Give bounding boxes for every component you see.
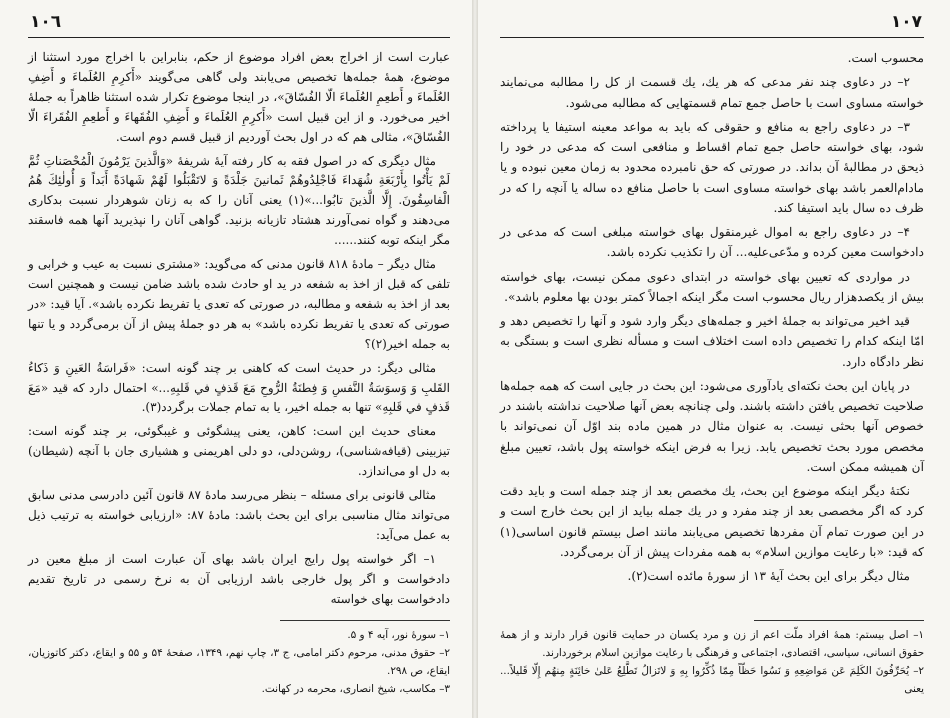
footnote: ۳– مکاسب، شیخ انصاری، محرمه در کهانت.	[261, 683, 450, 695]
paragraph: در پایان این بحث نکته‌ای یادآوری می‌شود: این بحث در جایی است که همه جمله‌ها صلاحیت تخصیص یافتن داشته باشند. ولی چنانچه بعض آنها صلاحیت نداشته باشند در خصوص آنها بحثی نیست. به عنوان مثال در همین ماده بند اوّل آن نمی‌تواند با مخصص مورد بحث تخصیص یابد. زیرا به فرض اینکه خواسته پول باشد، تعیین مبلغ آن همیشه ممکن است.	[500, 378, 924, 474]
paragraph: مثال دیگر برای این بحث آیهٔ ۱۳ از سورهٔ مائده است(۲).	[627, 569, 910, 583]
footnote: ۲– حقوق مدنی، مرحوم دکتر امامی، ج ۳، چاپ نهم، ۱۳۴۹، صفحهٔ ۵۴ و ۵۵ و ایقاع، دکتر کاتوزیان، ایقاع، ص ۲۹۸.	[28, 647, 451, 677]
footnote: ۱– سورهٔ نور، آیه ۴ و ۵.	[347, 629, 450, 641]
paragraph: ۳– در دعاوی راجع به منافع و حقوقی که باید به مواعد معینه استیفا یا پرداخته شود، بهای خواسته حاصل جمع تمام اقساط و منافعی است که مدعی در خود را ذیحق در مطالبهٔ آن بداند. در صورتی که حق نامبرده محدود به زمان معین نبوده و یا مادام‌العمر باشد بهای خواسته مساوی است با حاصل منافع ده ساله یا آنچه را که در ظرف ده سال باید استیفا کند.	[500, 119, 924, 215]
footnote-rule	[280, 620, 450, 621]
paragraph: مثالی قانونی برای مسئله – بنظر می‌رسد مادهٔ ۸۷ قانون آئین دادرسی مدنی سابق می‌تواند مثال مناسبی برای این بحث باشد: مادهٔ ۸۷: «ارزیابی خواسته به ترتیب ذیل به عمل می‌آید:	[28, 488, 450, 542]
footnotes	[500, 626, 924, 698]
header-rule	[28, 37, 450, 38]
right-page	[478, 0, 950, 718]
paragraph: عبارت است از اخراج بعض افراد موضوع از حکم، بنابراین با اخراج مورد استثنا از موضوع، همهٔ جمله‌ها تخصیص می‌یابند ولی گاهی می‌گویند «أَکرِمِ العُلَماءَ و أَضِفِ العُلَماءَ و أَطعِمِ العُلَماءَ الّا الفُسّاقَ»، در اینجا موضوع تکرار شده استثنا ظاهراً به جملهٔ اخیر می‌خورد. و از این قبیل است «أَکرِمِ العُلَماءَ و أَضِفِ الفُقَهاءَ و أَطعِمِ الفُقَراءَ الّا الفُسّاقَ»، مثالی هم که در اول بحث آوردیم از قبیل قسم دوم است.	[28, 50, 450, 144]
paragraph: در مواردی که تعیین بهای خواسته در ابتدای دعوی ممکن نیست، بهای خواسته بیش از یکصدهزار ریال محسوب است مگر اینکه اجمالاً کمتر بودن بها معلوم باشد».	[500, 269, 924, 304]
paragraph: محسوب است.	[847, 51, 924, 65]
paragraph: ۴– در دعاوی راجع به اموال غیرمنقول بهای خواسته مبلغی است که مدعی در دادخواست معین کرده و مدّعی‌علیه... آن را تکذیب نکرده باشد.	[500, 225, 924, 260]
footnote: ۱– اصل بیستم: همهٔ افراد ملّت اعم از زن و مرد یکسان در حمایت قانون قرار دارند و از همهٔ حقوق انسانی، سیاسی، اقتصادی، اجتماعی و فرهنگی با رعایت موازین اسلام برخوردارند.	[500, 629, 924, 659]
paragraph: مثال دیگر – مادهٔ ۸۱۸ قانون مدنی که می‌گوید: «مشتری نسبت به عیب و خرابی و تلفی که قبل از اخذ به شفعه در ید او حادث شده باشد ضامن نیست و همچنین است بعد از اخذ به شفعه و مطالبه، در صورتی که تعدی یا تفریط نکرده باشد». آیا قید: «در صورتی که تعدی یا تفریط نکرده باشد» به هر دو جملهٔ پیش از آن برمی‌گردد و یا تنها به جمله اخیر(۲)؟	[28, 257, 450, 351]
page-number: ١٠٦	[30, 12, 62, 32]
paragraph: مثال دیگری که در اصول فقه به کار رفته آیهٔ شریفهٔ «وَالَّذينَ يَرْمُونَ الْمُحْصَناتِ ثُمَّ لَمْ يَأْتُوا بِأَرْبَعَةِ شُهَداءَ فَاجْلِدُوهُمْ ثَمانينَ جَلْدَةً وَ لاتَقْبَلُوا لَهُمْ شَهادَةً أَبَداً وَ أُولٰئِكَ هُمُ الْفاسِقُونَ. إِلَّا الَّذينَ تابُوا...»(۱) یعنی آنان را که به زنان شوهردار نسبت بدکاری می‌دهند و گواه نمی‌آورند هشتاد تازیانه بزنید. گواهی آنان را نپذیرید آنها همه فاسقند مگر اینکه توبه کنند......	[28, 153, 450, 248]
footnote-rule	[754, 620, 924, 621]
page-body	[28, 48, 450, 613]
left-page	[0, 0, 472, 718]
paragraph: ۲– در دعاوی چند نفر مدعی که هر یك، یك قسمت از کل را مطالبه می‌نمایند خواسته مساوی است با حاصل جمع تمام قسمتهایی که مطالبه می‌شود.	[500, 75, 924, 110]
paragraph: معنای حدیث این است: کاهن، یعنی پیشگوئی و غیبگوئی، بر چند گونه است: تیزبینی (قیافه‌شناسی)، روشن‌دلی، دو دلی اهریمنی و هشیاری جان با آنچه (شیطان) به دل او می‌اندازد.	[28, 424, 450, 479]
footnotes	[28, 626, 450, 698]
paragraph: نکتهٔ دیگر اینکه موضوع این بحث، یك مخصص بعد از چند جمله است و باید دقت کرد که اگر مخصصی بعد از چند مفرد و در یك جمله بیاید از این بحث خارج است و در این صورت تمام آن مفردها تخصیص می‌یابند مانند اصل بیستم قانون اساسی(۱) که قید: «با رعایت موازین اسلام» به همه مفردات پیش از آن برمی‌گردد.	[500, 484, 924, 559]
page-number: ١٠٧	[890, 12, 922, 32]
header-rule	[500, 37, 924, 38]
footnote: ۲– یُحَرِّفُونَ الكَلِمَ عَن مَواضِعِهِ وَ نَسُوا حَظّاً مِمّا ذُكِّرُوا بِهِ وَ لاتَزالُ تَطَّلِعُ عَلىٰ خائِنَةٍ مِنهُم إِلّا قَليلاً... یعنی	[500, 665, 924, 695]
page-body	[500, 48, 924, 590]
paragraph: مثالی دیگر: در حدیث است که کاهنی بر چند گونه است: «فَراسَةُ العَينِ وَ ذَكاءُ القَلبِ وَ وَسوَسَةُ النَّفسِ وَ فِطنَةُ الرُّوحِ مَعَ قَذفٍ في قَلبِهِ...» احتمال دارد که قید «مَعَ قَذفٍ في قَلبِهِ» تنها به جمله اخیر، یا به تمام جملات برگردد(۳).	[28, 360, 450, 415]
paragraph: قید اخیر می‌تواند به جملهٔ اخیر و جمله‌های دیگر وارد شود و آنها را تخصیص دهد و امّا اینکه کدام را تخصیص داده است اختلاف است و مسأله نظری است و بستگی به نظر دادگاه دارد.	[500, 314, 924, 369]
paragraph: ۱– اگر خواسته پول رایج ایران باشد بهای آن عبارت است از مبلغ معین در دادخواست و اگر پول خارجی باشد ارزیابی آن به نرخ رسمی در تاریخ تقدیم دادخواست بهای خواسته	[28, 551, 450, 606]
